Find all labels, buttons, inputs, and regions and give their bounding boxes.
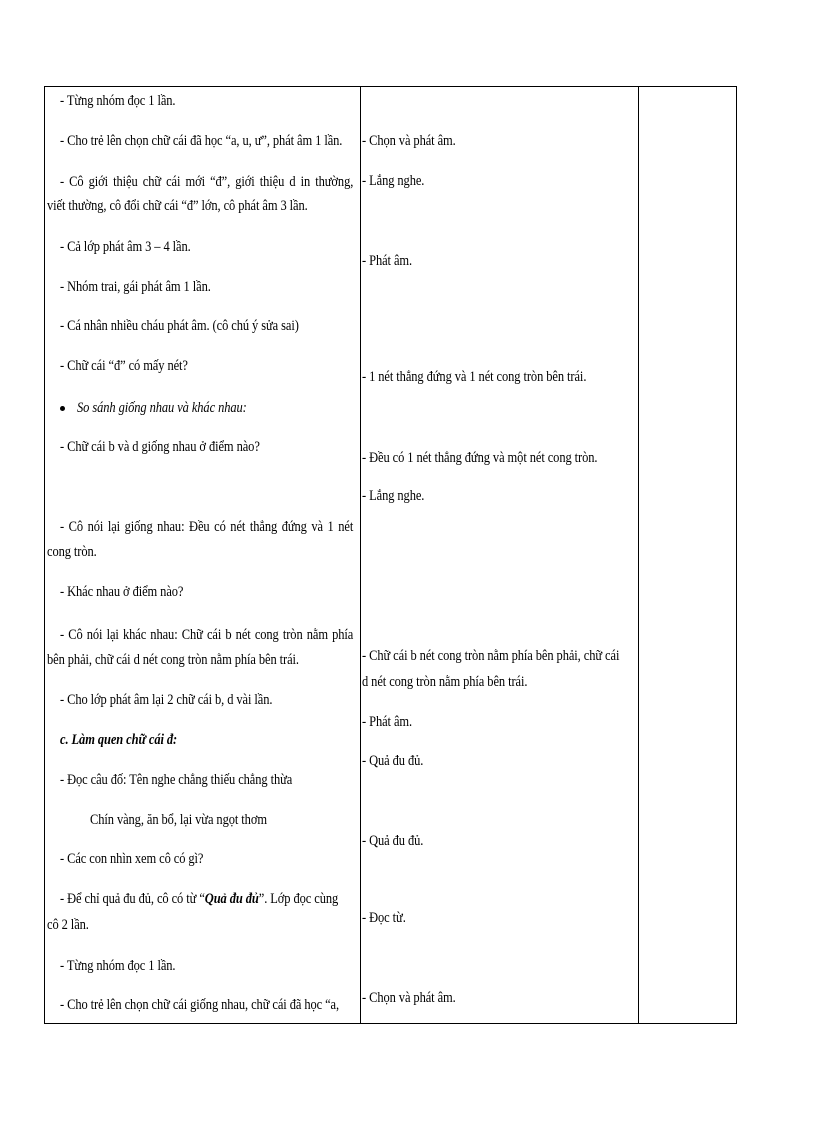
text-line: - Phát âm. — [362, 253, 413, 269]
riddle-line: Chín vàng, ăn bổ, lại vừa ngọt thơm — [90, 812, 267, 828]
text-line: d nét cong tròn nằm phía bên trái. — [362, 674, 528, 690]
text-line: - Các con nhìn xem cô có gì? — [60, 851, 204, 867]
text-line: - Từng nhóm đọc 1 lần. — [60, 958, 176, 974]
section-subheading: So sánh giống nhau và khác nhau: — [77, 400, 247, 416]
text-line: - Chữ cái “đ” có mấy nét? — [60, 358, 188, 374]
lesson-table — [44, 86, 737, 1024]
text-line: - Đều có 1 nét thẳng đứng và một nét cong tròn. — [362, 450, 598, 466]
text-line: - Chọn và phát âm. — [362, 133, 456, 149]
text-line: - Cô nói lại khác nhau: Chữ cái b nét cong tròn nằm phía — [60, 627, 354, 643]
text-segment: - Để chỉ quả đu đủ, cô có từ “ — [60, 891, 205, 907]
text-line: - 1 nét thẳng đứng và 1 nét cong tròn bên trái. — [362, 369, 587, 385]
column-divider-2 — [638, 87, 639, 1023]
text-line: - Cho trẻ lên chọn chữ cái giống nhau, chữ cái đã học “a, — [60, 997, 340, 1013]
text-line: - Cô giới thiệu chữ cái mới “đ”, giới thiệu d in thường, — [60, 174, 354, 190]
text-line: - Đọc câu đố: Tên nghe chẳng thiếu chẳng thừa — [60, 772, 293, 788]
text-line: - Cả lớp phát âm 3 – 4 lần. — [60, 239, 191, 255]
text-line: - Quả đu đủ. — [362, 833, 424, 849]
text-segment: ”. Lớp đọc cùng — [258, 891, 339, 907]
text-line: - Quả đu đủ. — [362, 753, 424, 769]
text-line: - Chọn và phát âm. — [362, 990, 456, 1006]
text-line: - Đọc từ. — [362, 910, 406, 926]
text-line: - Khác nhau ở điểm nào? — [60, 584, 184, 600]
text-line: - Lắng nghe. — [362, 488, 425, 504]
text-line: - Chữ cái b và d giống nhau ở điểm nào? — [60, 439, 260, 455]
text-line: - Lắng nghe. — [362, 173, 425, 189]
text-line: - Cá nhân nhiều cháu phát âm. (cô chú ý sửa sai) — [60, 318, 299, 334]
text-line: - Từng nhóm đọc 1 lần. — [60, 93, 176, 109]
column-divider-1 — [360, 87, 361, 1023]
text-line: cong tròn. — [47, 544, 97, 560]
text-line: - Cho trẻ lên chọn chữ cái đã học “a, u, ư”, phát âm 1 lần. — [60, 133, 343, 149]
text-line: - Cho lớp phát âm lại 2 chữ cái b, d vài lần. — [60, 692, 273, 708]
text-line: - Phát âm. — [362, 714, 413, 730]
text-line — [60, 889, 338, 909]
text-line: - Chữ cái b nét cong tròn nằm phía bên phải, chữ cái — [362, 648, 620, 664]
text-line: - Cô nói lại giống nhau: Đều có nét thẳng đứng và 1 nét — [60, 519, 354, 535]
text-line: - Nhóm trai, gái phát âm 1 lần. — [60, 279, 211, 295]
bullet-icon — [60, 406, 65, 411]
text-line: cô 2 lần. — [47, 917, 89, 933]
word-emphasis: Quả đu đủ — [204, 891, 259, 907]
text-line: viết thường, cô đổi chữ cái “đ” lớn, cô phát âm 3 lần. — [47, 198, 308, 214]
text-line: bên phải, chữ cái d nét cong tròn nằm phía bên trái. — [47, 652, 299, 668]
section-heading: c. Làm quen chữ cái đ: — [60, 732, 178, 748]
